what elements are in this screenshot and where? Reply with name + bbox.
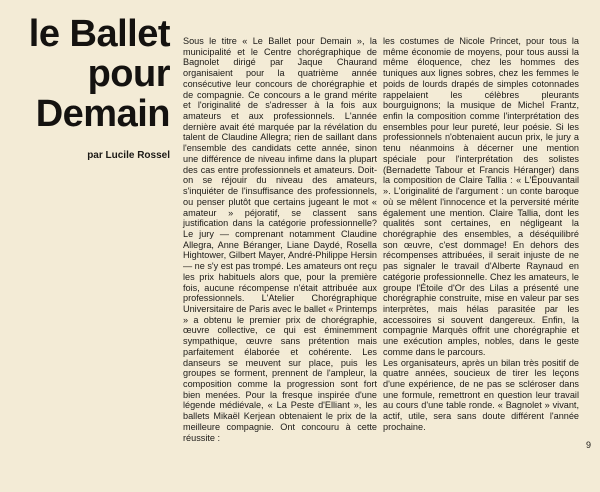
article-title — [2, 14, 170, 134]
text-column-2 — [383, 36, 579, 433]
text-column-1 — [183, 36, 377, 443]
title-line-1: le Ballet — [28, 13, 170, 55]
page-number: 9 — [586, 440, 592, 450]
column2-paragraph-1: les costumes de Nicole Princet, pour tous la même économie de moyens, pour tous aussi la même éloquence, chez les hommes des tuniques aux lignes sobres, chez les femmes le poids de lourds drapés de simples cotonnades rappelaient les célèbres pleurants bourguignons; la musique de Michel Frantz, enfin la composition comme l'interprétation des ensembles pour leur pureté, leur poésie. Si les professionnels n'obtenaient aucun prix, le jury a tenu néanmoins à décerner une mention spéciale pour l'interprétation des solistes (Bernadette Tabour et Francis Héranger) dans la composition de Claire Tallia : « L'Épouvantail ». L'originalité de l'argument : un conte baroque où se mêlent l'innocence et la perversité mérite également une mention. Claire Tallia, dont les qualités sont certaines, en négligeant la chorégraphie des ensembles, a déséquilibré son œuvre, c'est dommage! En dehors des récompenses attribuées, il serait injuste de ne pas signaler le travail d'Alberte Raynaud en catégorie professionnelle. Chez les amateurs, le groupe l'Étoile d'Or des Lilas a présenté une chorégraphie construite, mise en valeur par ses interprètes, mais hélas parasitée par les accessoires si souvent dangereux. Enfin, la compagnie Marquès offrit une chorégraphie et une exécution amples, nobles, dans le geste comme dans le parcours. — [383, 36, 579, 357]
title-line-3: Demain — [35, 93, 170, 135]
column1-paragraph-1: Sous le titre « Le Ballet pour Demain », la municipalité et le Centre chorégraphique de Bagnolet dirigé par Jaque Chaurand organisaient pour la quatrième année consécutive leur concours de chorégraphie et de compagnie. Ce concours a le grand mérite et l'originalité de s'adresser à la fois aux amateurs et aux professionnels. L'année dernière avait été marquée par la révélation du talent de Claudine Allegra; rien de saillant dans l'ensemble des candidats cette année, sinon une différence de niveau infime dans la plupart des cas entre professionnels et amateurs. Doit-on se réjouir du niveau des amateurs, s'inquiéter de l'insuffisance des professionnels, ou penser plutôt que certains jugeant le mot « amateur » péjoratif, se classent sans justification dans la catégorie professionnelle? Le jury — comprenant notamment Claudine Allegra, Anne Béranger, Liane Daydé, Rosella Hightower, Gilbert Mayer, André-Philippe Hersin — ne s'y est pas trompé. Les amateurs ont reçu les prix habituels alors que, pour la première fois, aucune récompense n'était attribuée aux professionnels. L'Atelier Chorégraphique Universitaire de Paris avec le ballet « Printemps » a obtenu le premier prix de chorégraphie, œuvre collective, ce qui est éminemment sympathique, œuvre sans prétention mais parfaitement élaborée et cohérente. Les danseurs se meuvent sur place, puis les groupes se forment, prennent de l'ampleur, la composition comme la progression sont fort bien menées. Pour la fresque inspirée d'une légende médiévale, « La Peste d'Elliant », les ballets Mikaël Kerjean obtenaient le prix de la meilleure compagnie. Ont concouru à cette réussite : — [183, 36, 377, 443]
byline: par Lucile Rossel — [87, 150, 170, 161]
title-line-2: pour — [87, 53, 170, 95]
column2-paragraph-2: Les organisateurs, après un bilan très positif de quatre années, soucieux de tirer les leçons d'une expérience, de ne pas se scléroser dans une formule, remettront en question leur travail au cours d'une table ronde. « Bagnolet » vivant, actif, utile, sera sans doute différent l'année prochaine. — [383, 357, 579, 432]
